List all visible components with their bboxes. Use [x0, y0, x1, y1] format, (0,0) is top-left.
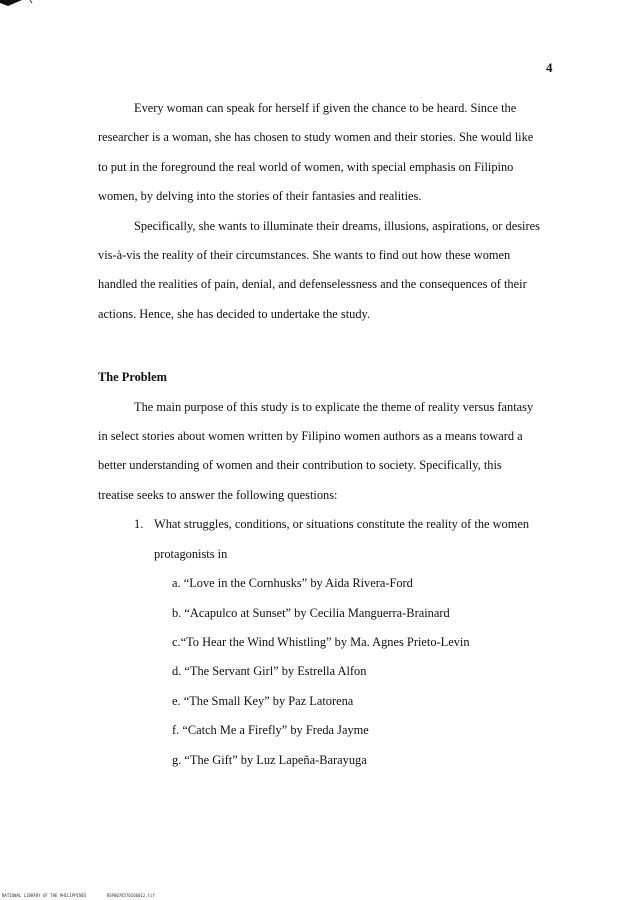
question-number: 1.	[134, 517, 144, 532]
paragraph-problem	[98, 393, 558, 511]
text-line: The main purpose of this study is to explicate the theme of reality versus fantasy	[134, 399, 534, 414]
story-item: a. “Love in the Cornhusks” by Aida Rivera-Ford	[172, 576, 413, 591]
text-line: to put in the foreground the real world of women, with special emphasis on Filipino	[98, 159, 514, 174]
text-line: vis-à-vis the reality of their circumstances. She wants to find out how these women	[98, 248, 511, 263]
footer-file-id: RSP0078570166012.tif	[106, 893, 155, 898]
text-line: women, by delving into the stories of their fantasies and realities.	[98, 189, 422, 204]
text-line: in select stories about women written by Filipino women authors as a means toward a	[98, 429, 523, 444]
question-item	[98, 510, 558, 539]
story-item: g. “The Gift” by Luz Lapeña-Barayuga	[172, 752, 367, 767]
text-line: Specifically, she wants to illuminate their dreams, illusions, aspirations, or desires	[134, 218, 540, 233]
story-item: d. “The Servant Girl” by Estrella Alfon	[172, 664, 367, 679]
page-number: 4	[546, 60, 553, 75]
scan-artifact-mark	[0, 0, 36, 8]
story-item: c.“To Hear the Wind Whistling” by Ma. Agnes Prieto-Levin	[172, 634, 470, 649]
text-line: Every woman can speak for herself if given the chance to be heard. Since the	[134, 101, 517, 115]
text-line: researcher is a woman, she has chosen to study women and their stories. She would like	[98, 130, 534, 145]
scan-footer	[2, 893, 155, 898]
footer-library: NATIONAL LIBRARY OF THE PHILIPPINES	[2, 893, 87, 898]
text-line: actions. Hence, she has decided to undertake the study.	[98, 306, 371, 321]
story-item: f. “Catch Me a Firefly” by Freda Jayme	[172, 723, 369, 738]
story-list	[98, 569, 558, 775]
paragraph-intro	[98, 94, 558, 212]
text-line: treatise seeks to answer the following questions:	[98, 487, 338, 502]
section-heading-problem: The Problem	[98, 370, 167, 385]
story-item: b. “Acapulco at Sunset” by Cecilia Manguerra-Brainard	[172, 605, 450, 620]
text-line: better understanding of women and their contribution to society. Specifically, this	[98, 458, 502, 473]
question-text-continuation: protagonists in	[154, 546, 228, 561]
text-line: handled the realities of pain, denial, and defenselessness and the consequences of their	[98, 277, 527, 292]
question-text: What struggles, conditions, or situations constitute the reality of the women	[154, 517, 530, 532]
story-item: e. “The Small Key” by Paz Latorena	[172, 693, 354, 708]
document-body	[98, 94, 558, 775]
question-list	[98, 510, 558, 775]
paragraph-specifically	[98, 212, 558, 330]
section-gap	[98, 329, 558, 363]
